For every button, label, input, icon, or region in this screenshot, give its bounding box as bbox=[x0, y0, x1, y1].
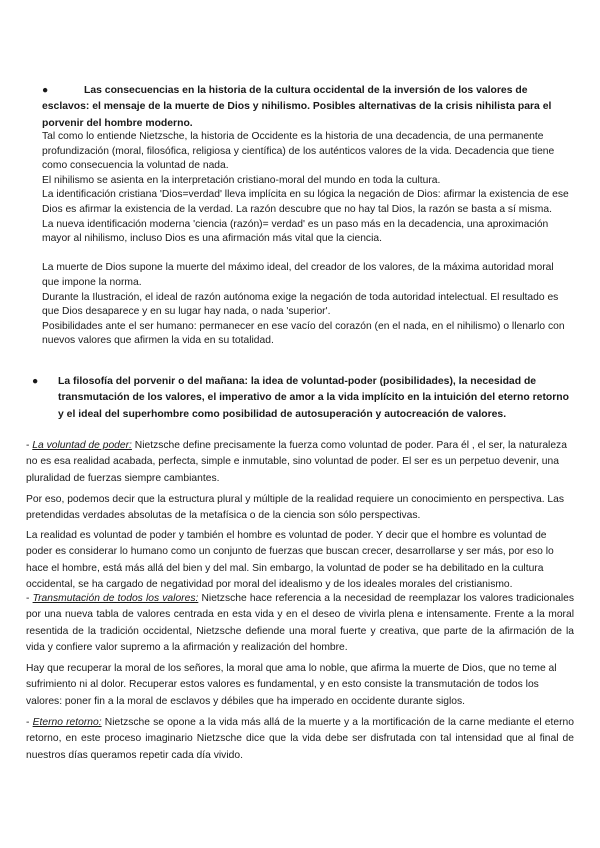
section-voluntad-poder bbox=[26, 438, 574, 487]
heading-text: Las consecuencias en la historia de la cultura occidental de la inversión de los valores de esclavos: el mensaje de la muerte de Dios y nihilismo. Posibles alternativas de la crisis nihilista para el porvenir del hombre moderno. bbox=[42, 85, 552, 129]
dash: - bbox=[26, 440, 33, 451]
paragraph: Durante la Ilustración, el ideal de razón autónoma exige la negación de toda autoridad intelectual. El resultado es que Dios desaparece y en su lugar hay nada, o nada 'superior'. bbox=[42, 291, 559, 318]
bullet: ● bbox=[42, 85, 49, 96]
paragraph-perspectiva: Por eso, podemos decir que la estructura plural y múltiple de la realidad requiere un conocimiento en perspectiva. Las pretendidas verdades absolutas de la metafísica o de la ciencia son sólo perspectivas. bbox=[26, 494, 565, 522]
heading-filosofia-porvenir bbox=[32, 374, 572, 423]
term-voluntad-poder: La voluntad de poder: bbox=[32, 440, 132, 451]
section-eterno-retorno bbox=[26, 715, 574, 764]
paragraph: Nietzsche define precisamente la fuerza como voluntad de poder. Para él , el ser, la naturaleza no es esa realidad acabada, perfecta, simple e inmutable, sino voluntad de poder. El ser es un perpetuo devenir, una pluralidad de fuerzas siempre cambiantes. bbox=[26, 440, 567, 484]
term-transmutacion: Transmutación de todos los valores: bbox=[32, 593, 199, 604]
paragraph: Posibilidades ante el ser humano: permanecer en ese vacío del corazón (en el nada, en el nihilismo) o llenarlo con nuevos valores que afirmen la vida en su totalidad. bbox=[42, 320, 565, 347]
paragraph: La muerte de Dios supone la muerte del máximo ideal, del creador de los valores, de la máxima autoridad moral que impone la norma. bbox=[42, 262, 554, 288]
paragraph: La nueva identificación moderna 'ciencia (razón)= verdad' es un paso más en la decadencia, una aproximación mayor al nihilismo, incluso Dios es una afirmación más vital que la ciencia. bbox=[42, 218, 549, 245]
section-transmutacion bbox=[26, 591, 574, 656]
bullet: ● bbox=[32, 376, 39, 387]
heading-text: La filosofía del porvenir o del mañana: la idea de voluntad-poder (posibilidades), la necesidad de transmutación de los valores, el imperativo de amor a la vida implícito en la intuición del eterno retorno y el ideal del superhombre como posibilidad de autosuperación y autocreación de valores. bbox=[58, 376, 570, 420]
heading-consecuencias bbox=[42, 83, 568, 132]
paragraph: El nihilismo se asienta en la interpretación cristiano-moral del mundo en toda la cultura. bbox=[42, 174, 441, 186]
paragraph-moral-senores: Hay que recuperar la moral de los señores, la moral que ama lo noble, que afirma la muerte de Dios, que no teme al sufrimiento ni al dolor. Recuperar estos valores es fundamental, y en esto consiste la transmutación de todos los valores: poner fin a la moral de esclavos y débiles que ha imperado en occidente durante siglos. bbox=[26, 663, 557, 707]
paragraph: Nietzsche hace referencia a la necesidad de reemplazar los valores tradicionales por una nueva tabla de valores centrada en esta vida y en el deseo de vivirla plena e intensamente. Frente a la moral resentida de la tradición occidental, Nietzsche defiende una moral fuerte y creativa, que parte de la afirmación de la vida y confiere valor supremo a la afirmación y realización del hombre. bbox=[26, 593, 575, 653]
paragraph: Nietzsche se opone a la vida más allá de la muerte y a la mortificación de la carne mediante el eterno retorno, en este proceso imaginario Nietzsche dice que la vida debe ser disfrutada con tal intensidad que al final de nuestros días queramos repetir cada día vivido. bbox=[26, 717, 574, 761]
dash: - bbox=[26, 593, 33, 604]
paragraph: Tal como lo entiende Nietzsche, la historia de Occidente es la historia de una decadencia, de una permanente profundización (moral, filosófica, religiosa y científica) de los auténticos valores de la vida. Decadencia que tiene como consecuencia la voluntad de nada. bbox=[42, 131, 555, 172]
intro-block bbox=[42, 130, 572, 349]
paragraph-realidad: La realidad es voluntad de poder y también el hombre es voluntad de poder. Y decir que el hombre es voluntad de poder es considerar lo humano como un conjunto de fuerzas que buscan crecer, desarrollarse y ser más, por eso lo hace el hombre, está más allá del bien y del mal. Sin embargo, la voluntad de poder se ha debilitado en la cultura occidental, se ha cargado de negatividad por moral del idealismo y de los ideales morales del cristianismo. bbox=[26, 530, 554, 590]
paragraph: La identificación cristiana 'Dios=verdad' lleva implícita en su lógica la negación de Dios: afirmar la existencia de ese Dios es afirmar la existencia de la verdad. La razón descubre que no hay tal Dios, la razón se basta a sí misma. bbox=[42, 189, 569, 215]
term-eterno-retorno: Eterno retorno: bbox=[32, 717, 102, 728]
dash: - bbox=[26, 717, 33, 728]
spacer bbox=[42, 247, 572, 262]
